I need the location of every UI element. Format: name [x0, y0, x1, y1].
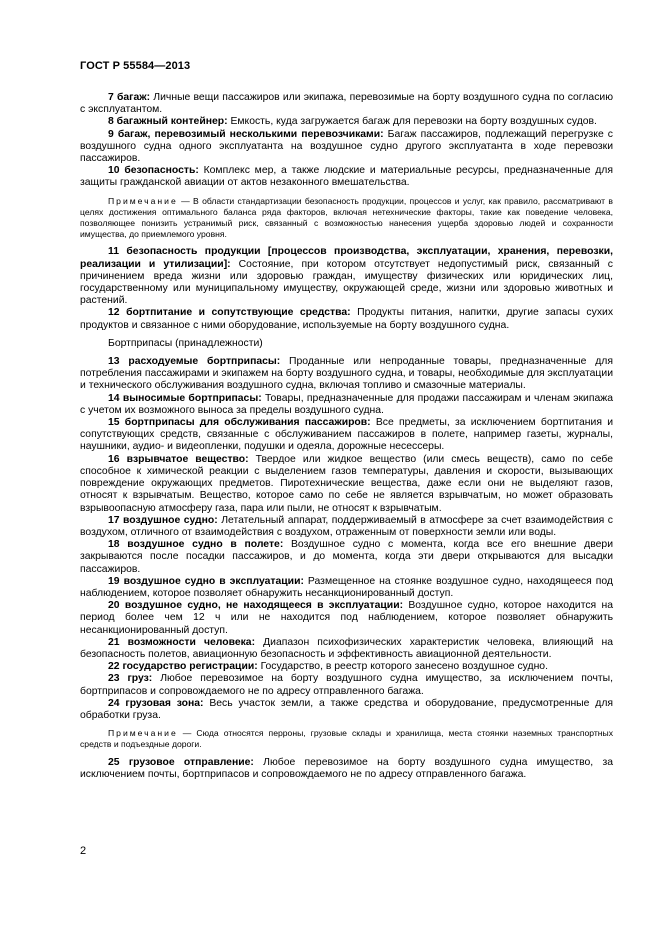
page-number: 2: [80, 845, 87, 857]
term-text: Воздушное судно с момента, когда все его внешние двери закрываются после посадки пассажиров, и до момента, когда эти двери открываются для высадки пассажиров.: [80, 539, 613, 575]
note-2: [80, 728, 613, 750]
term-name: 8 багажный контейнер:: [108, 116, 228, 128]
term-name: 18 воздушное судно в полете:: [108, 539, 284, 551]
note-label: Примечание: [108, 728, 178, 739]
term-definition-12: [80, 307, 613, 331]
note-text: — В области стандартизации безопасность продукции, процессов и услуг, как правило, рассматривают в целях достижения оптимального баланса ряда факторов, включая нетехнические факторы, такие как поведение человека, позволяющее понизить устранимый риск, связанный с возможностью нанесения ущерба здоровью людей и сохранности имущества, до приемлемого уровня.: [80, 195, 613, 240]
term-definition-14: [80, 393, 613, 417]
term-definition-7: [80, 92, 613, 116]
term-definition-20: [80, 600, 613, 637]
term-definition-22: [80, 661, 613, 673]
term-text: Весь участок земли, а также средства и оборудование, предусмотренные для обработки груза.: [80, 697, 614, 721]
term-text: Любое перевозимое на борту воздушного судна имущество, за исключением почты, бортприпасов и сопровождаемого не по адресу отправленного багажа.: [80, 756, 613, 780]
term-definition-21: [80, 637, 613, 661]
term-definition-23: [80, 673, 613, 697]
term-definition-19: [80, 576, 613, 600]
term-name: 24 грузовая зона:: [108, 697, 204, 709]
term-definition-25: [80, 757, 613, 781]
term-name: 10 безопасность:: [108, 165, 199, 177]
term-text: Все предметы, за исключением бортпитания и сопутствующих средств, связанные с обслуживанием пассажиров в полете, например газеты, журналы, наушники, аудио- и видеопленки, подушки и одеяла, дорожные несессеры.: [80, 417, 614, 453]
term-definition-13: [80, 356, 613, 393]
term-text: Состояние, при котором отсутствует недопустимый риск, связанный с причинением вреда жизни или здоровью граждан, имуществу физических или юридических лиц, государственному или муниципальному имуществу, окружающей среде, жизни или здоровью животных и растений.: [80, 258, 613, 307]
term-name: 15 бортприпасы для обслуживания пассажиров:: [108, 417, 371, 429]
term-name: 23 груз:: [108, 673, 153, 685]
term-name: 16 взрывчатое вещество:: [108, 453, 249, 465]
term-definition-16: [80, 454, 613, 515]
section-heading: Бортприпасы (принадлежности): [108, 337, 263, 349]
term-name: 12 бортпитание и сопутствующие средства:: [108, 307, 351, 319]
term-name: 17 воздушное судно:: [108, 514, 218, 526]
term-text: Диапазон психофизических характеристик человека, влияющий на безопасность полетов, авиационную безопасность и эффективность авиационной деятельности.: [80, 636, 613, 660]
term-name: 9 багаж, перевозимый несколькими перевозчиками:: [108, 128, 384, 140]
term-name: 22 государство регистрации:: [108, 661, 258, 673]
term-text: Размещенное на стоянке воздушное судно, находящееся под наблюдением, которое позволяет обнаружить несанкционированный доступ.: [80, 575, 613, 599]
term-text: Емкость, куда загружается багаж для перевозки на борту воздушных судов.: [227, 116, 597, 128]
note-label: Примечание: [108, 195, 178, 206]
term-text: Комплекс мер, а также людские и материальные ресурсы, предназначенные для защиты гражданской авиации от актов незаконного вмешательства.: [80, 165, 613, 189]
term-text: Товары, предназначенные для продажи пассажирам и членам экипажа с учетом их возможного выноса за пределы воздушного судна.: [80, 392, 613, 416]
term-definition-8: [80, 116, 613, 128]
term-text: Государство, в реестр которого занесено воздушное судно.: [257, 661, 548, 673]
term-text: Личные вещи пассажиров или экипажа, перевозимые на борту воздушного судна по согласию с эксплуатантом.: [80, 92, 613, 116]
term-text: Воздушное судно, которое находится на период более чем 12 ч или не находится под наблюдением, которое позволяет обнаружить несанкционированный доступ.: [80, 600, 613, 636]
term-name: 7 багаж:: [108, 92, 151, 103]
term-text: Багаж пассажиров, подлежащий перегрузке с воздушного судна одного эксплуатанта на воздушное судно другого эксплуатанта в ходе перевозки пассажиров.: [80, 128, 614, 165]
note-text: — Сюда относятся перроны, грузовые склады и хранилища, места стоянки наземных транспортных средств и подъездные дороги.: [80, 728, 613, 750]
term-text: Продукты питания, напитки, другие запасы сухих продуктов и связанное с ними оборудование, используемые на борту воздушного судна.: [80, 307, 614, 331]
document-header: ГОСТ Р 55584—2013: [80, 60, 191, 72]
document-body: [80, 92, 613, 781]
term-text: Любое перевозимое на борту воздушного судна имущество, за исключением почты, бортприпасов и сопровождаемого не по адресу отправленного багажа.: [80, 673, 613, 697]
term-definition-15: [80, 417, 613, 454]
term-text: Летательный аппарат, поддерживаемый в атмосфере за счет взаимодействия с воздухом, отличного от взаимодействия с воздухом, отраженным от поверхности земли или воды.: [80, 514, 613, 538]
term-name: 21 возможности человека:: [108, 636, 256, 648]
term-name: 11 безопасность продукции [процессов производства, эксплуатации, хранения, перевозки, реализации и утилизации]:: [80, 246, 613, 270]
term-definition-10: [80, 165, 613, 189]
term-definition-9: [80, 129, 613, 166]
term-name: 13 расходуемые бортприпасы:: [108, 356, 281, 368]
term-definition-18: [80, 539, 613, 576]
term-name: 19 воздушное судно в эксплуатации:: [108, 575, 304, 587]
term-name: 14 выносимые бортприпасы:: [108, 392, 262, 404]
term-text: Твердое или жидкое вещество (или смесь веществ), само по себе способное к химической реакции с выделением газов температуры, давления и скорости, вызывающих повреждение окружающих предметов. Пиротехнические вещества, даже если они не выделяют газов, относят к взрывчатым. Вещество, которое само по себе не является взрывчатым, но может образовать взрывоопасную атмосферу газа, пара или пыли, не относят к взрывчатым.: [80, 453, 613, 514]
term-name: 25 грузовое отправление:: [108, 756, 254, 768]
term-text: Проданные или непроданные товары, предназначенные для потребления пассажирами и экипажем на борту воздушного судна, и товары, необходимые для эксплуатации и технического обслуживания воздушного судна, включая топливо и смазочные материалы.: [80, 356, 613, 392]
term-definition-17: [80, 515, 613, 539]
term-definition-24: [80, 698, 613, 722]
term-definition-11: [80, 246, 613, 307]
note-1: [80, 196, 613, 241]
term-name: 20 воздушное судно, не находящееся в эксплуатации:: [108, 600, 404, 612]
